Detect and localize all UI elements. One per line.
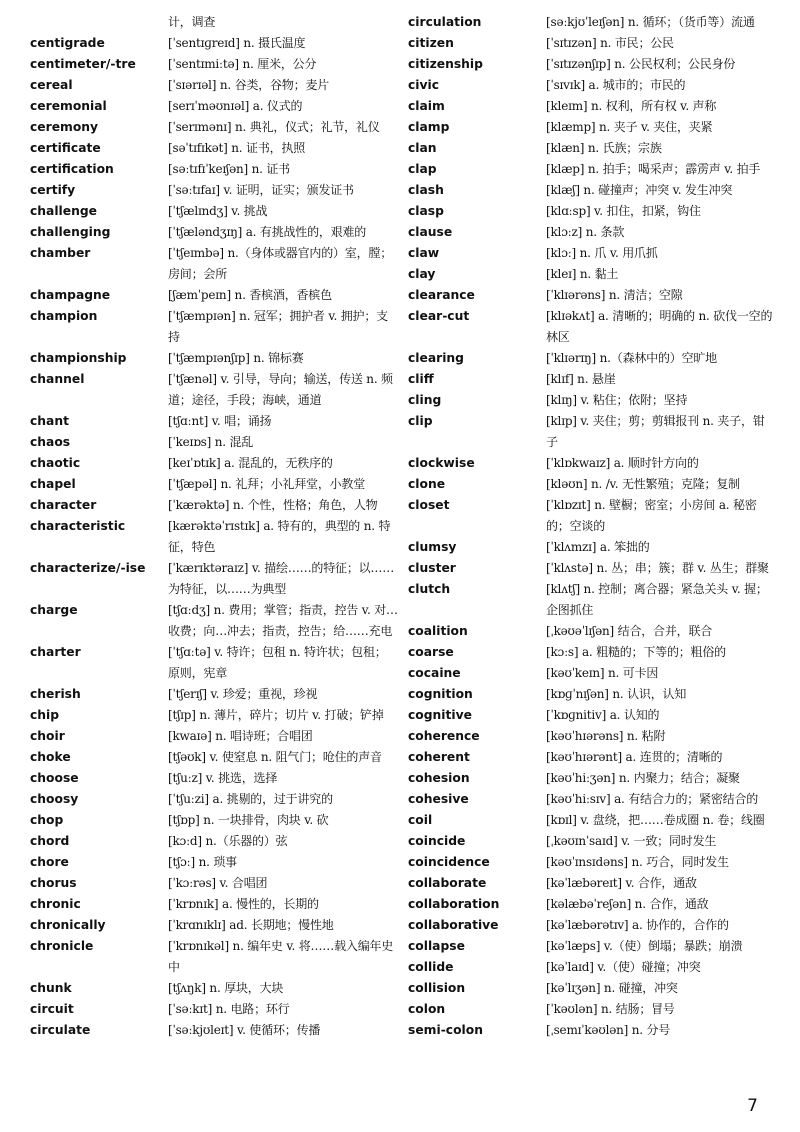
definition: [kəʊˈhiːʒən] n. 内聚力；结合；凝聚 xyxy=(546,771,740,785)
dictionary-entry xyxy=(30,600,398,642)
dictionary-entry xyxy=(408,348,776,369)
headword: charter xyxy=(30,645,81,659)
dictionary-entry xyxy=(408,852,776,873)
definition: [ˈtʃɑːtə] v. 特许；包租 n. 特许状；包租；原则，宪章 xyxy=(168,645,387,680)
dictionary-entry xyxy=(408,789,776,810)
headword: centimeter/-tre xyxy=(30,57,136,71)
dictionary-entry xyxy=(408,495,776,537)
definition: [ˈkɒɡnitiv] a. 认知的 xyxy=(546,708,660,722)
definition: [kleɪm] n. 权利，所有权 v. 声称 xyxy=(546,99,717,113)
headword: clutch xyxy=(408,582,451,596)
definition: [kəˈlɪʒən] n. 碰撞，冲突 xyxy=(546,981,678,995)
dictionary-entry xyxy=(30,222,398,243)
definition: [ˈtʃuːzi] a. 挑剔的，过于讲究的 xyxy=(168,792,333,806)
definition: [ˈsəːkjʊleɪt] v. 使循环；传播 xyxy=(168,1023,321,1037)
definition: [ˈsəːtɪfaɪ] v. 证明，证实；颁发证书 xyxy=(168,183,354,197)
definition: [ˈkærɪktəraɪz] v. 描绘……的特征；以……为特征，以……为典型 xyxy=(168,561,395,596)
headword: choose xyxy=(30,771,79,785)
dictionary-entry xyxy=(408,978,776,999)
dictionary-entry xyxy=(30,369,398,411)
dictionary-entry xyxy=(408,285,776,306)
definition: [ˈtʃerɪʃ] v. 珍爱；重视，珍视 xyxy=(168,687,318,701)
headword: character xyxy=(30,498,97,512)
headword: chip xyxy=(30,708,60,722)
dictionary-entry xyxy=(408,558,776,579)
headword: choosy xyxy=(30,792,79,806)
headword: citizen xyxy=(408,36,454,50)
headword: collapse xyxy=(408,939,465,953)
dictionary-entry xyxy=(30,810,398,831)
definition: [ˈklɒkwaɪz] a. 顺时针方向的 xyxy=(546,456,699,470)
dictionary-entry xyxy=(30,495,398,516)
dictionary-entry xyxy=(408,957,776,978)
headword: circulate xyxy=(30,1023,91,1037)
headword: chore xyxy=(30,855,69,869)
definition: [ˈklɪərəns] n. 清洁；空隙 xyxy=(546,288,683,302)
dictionary-entry xyxy=(30,705,398,726)
definition: [kɔːs] a. 粗糙的；下等的；粗俗的 xyxy=(546,645,726,659)
dictionary-entry xyxy=(408,180,776,201)
dictionary-entry xyxy=(408,936,776,957)
headword: ceremony xyxy=(30,120,99,134)
dictionary-entry xyxy=(408,390,776,411)
dictionary-entry xyxy=(408,201,776,222)
headword: civic xyxy=(408,78,440,92)
dictionary-entry xyxy=(30,642,398,684)
dictionary-entry xyxy=(408,243,776,264)
headword: chorus xyxy=(30,876,77,890)
headword: certify xyxy=(30,183,76,197)
dictionary-entry xyxy=(408,1020,776,1041)
definition: [kærəktəˈrɪstɪk] a. 特有的，典型的 n. 特征，特色 xyxy=(168,519,391,554)
definition: [kwaɪə] n. 唱诗班；合唱团 xyxy=(168,729,313,743)
definition: [ˈtʃæləndʒɪŋ] a. 有挑战性的，艰难的 xyxy=(168,225,367,239)
definition: [ˌkəʊɪnˈsaɪd] v. 一致；同时发生 xyxy=(546,834,717,848)
dictionary-entry xyxy=(30,411,398,432)
headword: centigrade xyxy=(30,36,105,50)
definition: [ˈklʌstə] n. 丛；串；簇；群 v. 丛生；群聚 xyxy=(546,561,769,575)
definition: [kɒɪl] v. 盘绕，把……卷成圈 n. 卷；线圈 xyxy=(546,813,765,827)
headword: choir xyxy=(30,729,65,743)
headword: championship xyxy=(30,351,127,365)
dictionary-entry xyxy=(408,159,776,180)
definition: [klɔː] n. 爪 v. 用爪抓 xyxy=(546,246,658,260)
dictionary-entry xyxy=(408,75,776,96)
headword: collision xyxy=(408,981,466,995)
headword: chronic xyxy=(30,897,81,911)
headword: coarse xyxy=(408,645,454,659)
headword: claim xyxy=(408,99,445,113)
definition: [ˈsəːkɪt] n. 电路；环行 xyxy=(168,1002,290,1016)
dictionary-entry xyxy=(30,999,398,1020)
left-column xyxy=(30,12,398,1041)
headword: certification xyxy=(30,162,114,176)
dictionary-entry xyxy=(30,54,398,75)
dictionary-entry xyxy=(30,936,398,978)
dictionary-entry xyxy=(30,138,398,159)
dictionary-entry xyxy=(30,1020,398,1041)
dictionary-entry xyxy=(30,285,398,306)
definition: [səːtɪfɪˈkeɪʃən] n. 证书 xyxy=(168,162,290,176)
headword: characteristic xyxy=(30,519,126,533)
dictionary-entry xyxy=(408,369,776,390)
definition: [klɪŋ] v. 粘住；依附；坚持 xyxy=(546,393,688,407)
headword: coincidence xyxy=(408,855,490,869)
headword: clockwise xyxy=(408,456,475,470)
definition: [kəʊˈɪnsɪdəns] n. 巧合，同时发生 xyxy=(546,855,729,869)
definition: [ˈsɪtɪzən] n. 市民；公民 xyxy=(546,36,674,50)
headword xyxy=(30,12,168,33)
dictionary-entry xyxy=(30,768,398,789)
definition: [ˈtʃæmpɪənʃɪp] n. 锦标赛 xyxy=(168,351,304,365)
dictionary-entry xyxy=(408,810,776,831)
definition: [ʃæmˈpeɪn] n. 香槟酒，香槟色 xyxy=(168,288,332,302)
headword: chaos xyxy=(30,435,71,449)
dictionary-entry xyxy=(408,684,776,705)
definition: [ˈsɪvɪk] a. 城市的；市民的 xyxy=(546,78,686,92)
headword: chamber xyxy=(30,246,91,260)
dictionary-entry xyxy=(30,201,398,222)
dictionary-entry xyxy=(408,306,776,348)
definition: [ˈkrɑnɪklɪ] ad. 长期地；慢性地 xyxy=(168,918,334,932)
definition: [ˈkærəktə] n. 个性，性格；角色，人物 xyxy=(168,498,378,512)
dictionary-entry xyxy=(408,705,776,726)
dictionary-entry xyxy=(30,726,398,747)
definition: 计，调查 xyxy=(168,15,216,29)
dictionary-entry xyxy=(30,852,398,873)
dictionary-entry xyxy=(408,33,776,54)
definition: [ˈsentɪɡreɪd] n. 摄氏温度 xyxy=(168,36,306,50)
dictionary-entry xyxy=(30,33,398,54)
definition: [tʃɒp] n. 一块排骨，肉块 v. 砍 xyxy=(168,813,329,827)
dictionary-entry xyxy=(30,684,398,705)
headword: champion xyxy=(30,309,98,323)
headword: challenge xyxy=(30,204,98,218)
headword: clone xyxy=(408,477,446,491)
definition: [kəʊˈhɪərəns] n. 粘附 xyxy=(546,729,666,743)
definition: [ˈklʌmzɪ] a. 笨拙的 xyxy=(546,540,650,554)
dictionary-entry xyxy=(408,537,776,558)
definition: [ˈtʃæpəl] n. 礼拜；小礼拜堂，小教堂 xyxy=(168,477,366,491)
headword: clause xyxy=(408,225,453,239)
headword: circulation xyxy=(408,15,482,29)
headword: chop xyxy=(30,813,64,827)
dictionary-entry xyxy=(408,54,776,75)
headword: channel xyxy=(30,372,85,386)
headword: certificate xyxy=(30,141,101,155)
headword: chaotic xyxy=(30,456,81,470)
headword: chunk xyxy=(30,981,72,995)
headword: cliff xyxy=(408,372,434,386)
definition: [ˈkrɒnɪkəl] n. 编年史 v. 将……载入编年史中 xyxy=(168,939,394,974)
definition: [ˌsemɪˈkəʊlən] n. 分号 xyxy=(546,1023,671,1037)
dictionary-entry xyxy=(30,348,398,369)
headword: chronically xyxy=(30,918,106,932)
definition: [keɪˈɒtɪk] a. 混乱的，无秩序的 xyxy=(168,456,333,470)
headword: coherent xyxy=(408,750,470,764)
headword: cohesive xyxy=(408,792,469,806)
definition: [kəˈlæbəreɪt] v. 合作，通敌 xyxy=(546,876,697,890)
definition: [tʃuːz] v. 挑选，选择 xyxy=(168,771,278,785)
definition: [tʃɑːnt] v. 唱；诵扬 xyxy=(168,414,272,428)
headword: chant xyxy=(30,414,69,428)
definition: [tʃʌŋk] n. 厚块，大块 xyxy=(168,981,284,995)
definition: [ˈklɪərɪŋ] n.（森林中的）空旷地 xyxy=(546,351,717,365)
headword: cohesion xyxy=(408,771,470,785)
definition: [kəʊˈhiːsɪv] a. 有结合力的；紧密结合的 xyxy=(546,792,759,806)
headword: collide xyxy=(408,960,454,974)
definition: [klæʃ] n. 碰撞声；冲突 v. 发生冲突 xyxy=(546,183,733,197)
dictionary-entry xyxy=(30,159,398,180)
definition: [kəʊˈhɪərənt] a. 连贯的；清晰的 xyxy=(546,750,723,764)
definition: [tʃɔː] n. 琐事 xyxy=(168,855,237,869)
definition: [klɪəkʌt] a. 清晰的；明确的 n. 砍伐一空的林区 xyxy=(546,309,773,344)
headword: clear-cut xyxy=(408,309,470,323)
definition: [ˈkeɪɒs] n. 混乱 xyxy=(168,435,254,449)
headword: cereal xyxy=(30,78,73,92)
definition: [klɪf] n. 悬崖 xyxy=(546,372,616,386)
definition: [ˈkrɒnɪk] a. 慢性的，长期的 xyxy=(168,897,319,911)
dictionary-entry xyxy=(30,516,398,558)
dictionary-entry xyxy=(30,915,398,936)
headword: clasp xyxy=(408,204,444,218)
headword: colon xyxy=(408,1002,446,1016)
definition: [kɒɡˈnɪʃən] n. 认识，认知 xyxy=(546,687,687,701)
headword: cluster xyxy=(408,561,456,575)
definition: [kəˈlæbərətɪv] a. 协作的，合作的 xyxy=(546,918,729,932)
headword: collaborate xyxy=(408,876,487,890)
headword: collaboration xyxy=(408,897,500,911)
definition: [tʃəʊk] v. 使窒息 n. 阻气门；呛住的声音 xyxy=(168,750,382,764)
headword: ceremonial xyxy=(30,99,107,113)
headword: cognition xyxy=(408,687,473,701)
definition: [kɔːd] n.（乐器的）弦 xyxy=(168,834,288,848)
dictionary-entry xyxy=(408,663,776,684)
definition: [klæn] n. 氏族；宗族 xyxy=(546,141,662,155)
definition: [tʃɪp] n. 薄片，碎片；切片 v. 打破；铲掉 xyxy=(168,708,384,722)
headword: clan xyxy=(408,141,437,155)
page-number: 7 xyxy=(747,1096,758,1116)
headword: chronicle xyxy=(30,939,94,953)
headword: cognitive xyxy=(408,708,472,722)
dictionary-entry xyxy=(30,75,398,96)
headword: claw xyxy=(408,246,440,260)
dictionary-entry xyxy=(408,222,776,243)
definition: [ˈtʃænəl] v. 引导，导向；输送，传送 n. 频道；途径，手段；海峡，通道 xyxy=(168,372,393,407)
headword: clumsy xyxy=(408,540,457,554)
headword: clearance xyxy=(408,288,475,302)
definition: [kəˈlæps] v.（使）倒塌；暴跌；崩溃 xyxy=(546,939,743,953)
definition: [kləʊn] n. /v. 无性繁殖；克隆；复制 xyxy=(546,477,740,491)
headword: coil xyxy=(408,813,433,827)
headword: challenging xyxy=(30,225,111,239)
dictionary-entry xyxy=(30,432,398,453)
dictionary-entry xyxy=(408,768,776,789)
dictionary-entry xyxy=(408,873,776,894)
definition: [kleɪ] n. 黏土 xyxy=(546,267,619,281)
dictionary-entry xyxy=(408,747,776,768)
headword: clap xyxy=(408,162,437,176)
dictionary-entry xyxy=(408,831,776,852)
headword: citizenship xyxy=(408,57,483,71)
dictionary-entry xyxy=(30,789,398,810)
dictionary-entry xyxy=(30,96,398,117)
headword: closet xyxy=(408,498,450,512)
dictionary-entry xyxy=(408,96,776,117)
definition: [ˈtʃæmpɪən] n. 冠军；拥护者 v. 拥护；支持 xyxy=(168,309,388,344)
dictionary-entry xyxy=(30,180,398,201)
right-column xyxy=(408,12,776,1041)
headword: collaborative xyxy=(408,918,499,932)
definition: [klæmp] n. 夹子 v. 夹住，夹紧 xyxy=(546,120,713,134)
headword: characterize/-ise xyxy=(30,561,146,575)
definition: [kəˈlaɪd] v.（使）碰撞；冲突 xyxy=(546,960,701,974)
definition: [klɑːsp] v. 扣住，扣紧，钩住 xyxy=(546,204,701,218)
dictionary-entry xyxy=(30,831,398,852)
definition: [ˈkɔːrəs] v. 合唱团 xyxy=(168,876,268,890)
definition: [səːkjʊˈleɪʃən] n. 循环；（货币等）流通 xyxy=(546,15,755,29)
dictionary-entry xyxy=(30,306,398,348)
definition: [ˈsentɪmiːtə] n. 厘米，公分 xyxy=(168,57,317,71)
definition: [kəlæbəˈreʃən] n. 合作，通敌 xyxy=(546,897,709,911)
headword: chord xyxy=(30,834,70,848)
headword: clash xyxy=(408,183,444,197)
dictionary-entry xyxy=(30,873,398,894)
definition: [ˈsɪtɪzənʃɪp] n. 公民权利；公民身份 xyxy=(546,57,736,71)
definition: [klæp] n. 拍手；喝采声；霹雳声 v. 拍手 xyxy=(546,162,761,176)
definition: [klʌtʃ] n. 控制；离合器；紧急关头 v. 握；企图抓住 xyxy=(546,582,768,617)
dictionary-entry xyxy=(30,747,398,768)
dictionary-entry xyxy=(408,411,776,453)
dictionary-entry xyxy=(30,243,398,285)
headword: clearing xyxy=(408,351,464,365)
dictionary-entry xyxy=(408,138,776,159)
dictionary-entry xyxy=(30,558,398,600)
headword: clay xyxy=(408,267,436,281)
headword: clip xyxy=(408,414,433,428)
dictionary-entry xyxy=(408,726,776,747)
headword: coherence xyxy=(408,729,480,743)
headword: clamp xyxy=(408,120,450,134)
definition: [ˈsɪərɪəl] n. 谷类，谷物；麦片 xyxy=(168,78,330,92)
headword: semi-colon xyxy=(408,1023,483,1037)
headword: coalition xyxy=(408,624,468,638)
definition: [tʃɑːdʒ] n. 费用；掌管；指责，控告 v. 对…收费；向…冲去；指责，控告；给……充电 xyxy=(168,603,398,638)
headword: choke xyxy=(30,750,71,764)
dictionary-entry xyxy=(30,894,398,915)
dictionary-entry xyxy=(408,894,776,915)
definition: [klɪp] v. 夹住；剪；剪辑报刊 n. 夹子，钳子 xyxy=(546,414,765,449)
dictionary-entry xyxy=(408,12,776,33)
dictionary-entry xyxy=(30,474,398,495)
dictionary-entry xyxy=(408,474,776,495)
definition: [səˈtɪfɪkət] n. 证书，执照 xyxy=(168,141,306,155)
dictionary-entry xyxy=(408,642,776,663)
dictionary-entry xyxy=(30,978,398,999)
dictionary-entry xyxy=(408,117,776,138)
definition: [ˈkəʊlən] n. 结肠；冒号 xyxy=(546,1002,675,1016)
definition: [ˈklɒzɪt] n. 壁橱；密室；小房间 a. 秘密的；空谈的 xyxy=(546,498,757,533)
headword: chapel xyxy=(30,477,76,491)
headword: circuit xyxy=(30,1002,74,1016)
headword: charge xyxy=(30,603,78,617)
dictionary-entry xyxy=(408,915,776,936)
headword: cling xyxy=(408,393,442,407)
definition: [serɪˈməʊnɪəl] a. 仪式的 xyxy=(168,99,303,113)
definition: [ˈserɪmənɪ] n. 典礼，仪式；礼节，礼仪 xyxy=(168,120,380,134)
definition: [ˈtʃeɪmbə] n.（身体或器官内的）室，膛；房间；会所 xyxy=(168,246,393,281)
dictionary-entry xyxy=(408,999,776,1020)
dictionary-entry xyxy=(408,579,776,621)
definition: [ˈtʃælɪndʒ] v. 挑战 xyxy=(168,204,268,218)
headword: champagne xyxy=(30,288,111,302)
definition: [ˌkəʊəˈlɪʃən] 结合，合并，联合 xyxy=(546,624,713,638)
dictionary-entry xyxy=(30,453,398,474)
definition: [kəʊˈkeɪn] n. 可卡因 xyxy=(546,666,659,680)
dictionary-entry xyxy=(408,621,776,642)
dictionary-entry xyxy=(30,12,398,33)
headword: cocaine xyxy=(408,666,461,680)
definition: [klɔːz] n. 条款 xyxy=(546,225,625,239)
headword: coincide xyxy=(408,834,466,848)
dictionary-entry xyxy=(408,453,776,474)
headword: cherish xyxy=(30,687,81,701)
dictionary-entry xyxy=(30,117,398,138)
dictionary-entry xyxy=(408,264,776,285)
